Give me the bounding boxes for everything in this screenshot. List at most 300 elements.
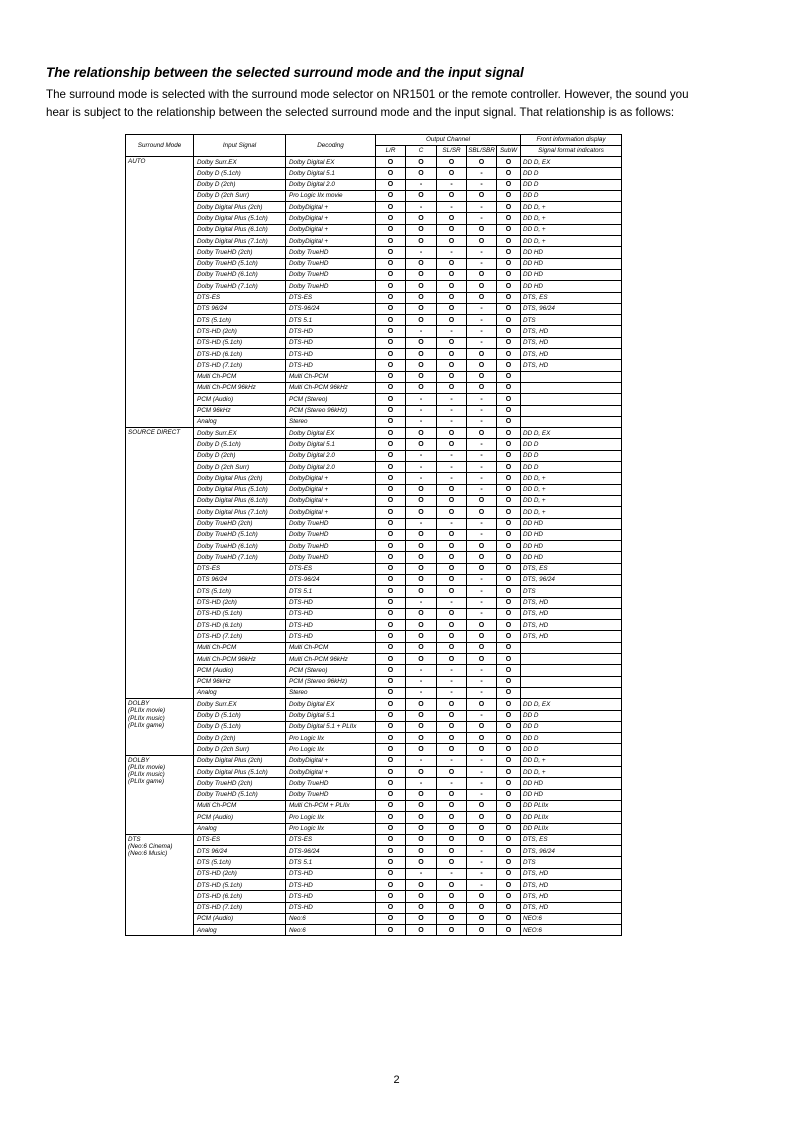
channel-sl-sr-cell: O — [437, 846, 467, 857]
input-signal-cell: Dolby Surr.EX — [194, 157, 286, 168]
channel-c-cell: O — [406, 789, 437, 800]
input-signal-cell: DTS-HD (2ch) — [194, 597, 286, 608]
table-row — [126, 416, 622, 427]
input-signal-cell: DTS-HD (6.1ch) — [194, 891, 286, 902]
decoding-cell: DTS-HD — [286, 349, 376, 360]
table-row — [126, 846, 622, 857]
signal-indicator-cell: DTS, ES — [521, 563, 622, 574]
signal-indicator-cell: DD D — [521, 744, 622, 755]
channel-sl-sr-cell: - — [437, 687, 467, 698]
decoding-cell: Dolby TrueHD — [286, 281, 376, 292]
channel-subw-cell: O — [497, 179, 521, 190]
channel-sbl-sbr-cell: O — [467, 654, 497, 665]
input-signal-cell: Multi Ch-PCM — [194, 642, 286, 653]
channel-sl-sr-cell: O — [437, 744, 467, 755]
channel-c-cell: O — [406, 315, 437, 326]
table-row — [126, 484, 622, 495]
table-row — [126, 880, 622, 891]
channel-sbl-sbr-cell: O — [467, 620, 497, 631]
table-row — [126, 812, 622, 823]
signal-indicator-cell — [521, 654, 622, 665]
channel-lr-cell: O — [376, 687, 406, 698]
channel-sl-sr-cell: O — [437, 269, 467, 280]
signal-indicator-cell: DD D, + — [521, 473, 622, 484]
input-signal-cell: Multi Ch-PCM 96kHz — [194, 382, 286, 393]
channel-sl-sr-cell: O — [437, 303, 467, 314]
channel-lr-cell: O — [376, 846, 406, 857]
channel-sbl-sbr-cell: O — [467, 642, 497, 653]
channel-c-cell: O — [406, 269, 437, 280]
channel-c-cell: - — [406, 868, 437, 879]
channel-sbl-sbr-cell: O — [467, 699, 497, 710]
channel-c-cell: - — [406, 473, 437, 484]
channel-lr-cell: O — [376, 812, 406, 823]
channel-lr-cell: O — [376, 755, 406, 766]
channel-lr-cell: O — [376, 699, 406, 710]
channel-sbl-sbr-cell: - — [467, 247, 497, 258]
channel-subw-cell: O — [497, 394, 521, 405]
channel-c-cell: - — [406, 416, 437, 427]
input-signal-cell: DTS-ES — [194, 563, 286, 574]
channel-c-cell: O — [406, 710, 437, 721]
decoding-cell: DolbyDigital + — [286, 202, 376, 213]
channel-lr-cell: O — [376, 507, 406, 518]
signal-indicator-cell: DD HD — [521, 552, 622, 563]
channel-sbl-sbr-cell: O — [467, 292, 497, 303]
channel-lr-cell: O — [376, 834, 406, 845]
table-row — [126, 857, 622, 868]
decoding-cell: Dolby TrueHD — [286, 258, 376, 269]
channel-c-cell: O — [406, 190, 437, 201]
channel-sl-sr-cell: - — [437, 868, 467, 879]
header-channel-sl-sr: SL/SR — [437, 146, 467, 157]
channel-sbl-sbr-cell: - — [467, 337, 497, 348]
channel-sbl-sbr-cell: - — [467, 405, 497, 416]
channel-subw-cell: O — [497, 371, 521, 382]
channel-subw-cell: O — [497, 913, 521, 924]
channel-subw-cell: O — [497, 416, 521, 427]
channel-c-cell: - — [406, 179, 437, 190]
channel-lr-cell: O — [376, 484, 406, 495]
channel-sbl-sbr-cell: O — [467, 507, 497, 518]
channel-lr-cell: O — [376, 518, 406, 529]
channel-subw-cell: O — [497, 574, 521, 585]
decoding-cell: DolbyDigital + — [286, 755, 376, 766]
channel-c-cell: O — [406, 767, 437, 778]
channel-sbl-sbr-cell: O — [467, 925, 497, 936]
channel-subw-cell: O — [497, 880, 521, 891]
channel-c-cell: O — [406, 857, 437, 868]
channel-sbl-sbr-cell: O — [467, 834, 497, 845]
signal-indicator-cell — [521, 416, 622, 427]
input-signal-cell: PCM (Audio) — [194, 913, 286, 924]
channel-sl-sr-cell: O — [437, 315, 467, 326]
signal-indicator-cell: DD D — [521, 450, 622, 461]
channel-sbl-sbr-cell: O — [467, 224, 497, 235]
channel-c-cell: O — [406, 733, 437, 744]
input-signal-cell: Dolby TrueHD (5.1ch) — [194, 529, 286, 540]
decoding-cell: DTS-HD — [286, 360, 376, 371]
channel-c-cell: O — [406, 721, 437, 732]
signal-indicator-cell: DD D, EX — [521, 699, 622, 710]
decoding-cell: Dolby Digital EX — [286, 428, 376, 439]
header-decoding: Decoding — [286, 135, 376, 157]
signal-indicator-cell: DD D — [521, 721, 622, 732]
table-row — [126, 450, 622, 461]
channel-sl-sr-cell: O — [437, 880, 467, 891]
channel-lr-cell: O — [376, 654, 406, 665]
table-row — [126, 360, 622, 371]
channel-subw-cell: O — [497, 224, 521, 235]
channel-sbl-sbr-cell: - — [467, 755, 497, 766]
table-row — [126, 620, 622, 631]
channel-sl-sr-cell: O — [437, 642, 467, 653]
signal-indicator-cell: DTS, 96/24 — [521, 846, 622, 857]
signal-indicator-cell: DTS, ES — [521, 834, 622, 845]
channel-subw-cell: O — [497, 586, 521, 597]
signal-indicator-cell: DD D, + — [521, 507, 622, 518]
surround-mode-table — [125, 134, 622, 936]
header-output-channel: Output Channel — [376, 135, 521, 146]
decoding-cell: DTS-96/24 — [286, 303, 376, 314]
decoding-cell: Dolby TrueHD — [286, 552, 376, 563]
channel-subw-cell: O — [497, 857, 521, 868]
channel-sbl-sbr-cell: - — [467, 179, 497, 190]
channel-lr-cell: O — [376, 586, 406, 597]
channel-lr-cell: O — [376, 473, 406, 484]
table-row — [126, 518, 622, 529]
decoding-cell: Multi Ch-PCM — [286, 642, 376, 653]
channel-sbl-sbr-cell: - — [467, 213, 497, 224]
channel-sl-sr-cell: O — [437, 823, 467, 834]
channel-c-cell: O — [406, 631, 437, 642]
channel-sl-sr-cell: O — [437, 789, 467, 800]
channel-subw-cell: O — [497, 326, 521, 337]
input-signal-cell: DTS-HD (7.1ch) — [194, 360, 286, 371]
channel-lr-cell: O — [376, 337, 406, 348]
signal-indicator-cell: DTS, 96/24 — [521, 303, 622, 314]
decoding-cell: Pro Logic IIx movie — [286, 190, 376, 201]
decoding-cell: DTS-HD — [286, 620, 376, 631]
channel-sbl-sbr-cell: - — [467, 868, 497, 879]
channel-c-cell: O — [406, 428, 437, 439]
table-row — [126, 800, 622, 811]
signal-indicator-cell: DD HD — [521, 541, 622, 552]
channel-lr-cell: O — [376, 258, 406, 269]
channel-c-cell: - — [406, 405, 437, 416]
channel-sbl-sbr-cell: O — [467, 913, 497, 924]
channel-sbl-sbr-cell: O — [467, 281, 497, 292]
channel-lr-cell: O — [376, 326, 406, 337]
channel-sbl-sbr-cell: O — [467, 812, 497, 823]
channel-sbl-sbr-cell: O — [467, 563, 497, 574]
channel-c-cell: O — [406, 213, 437, 224]
channel-c-cell: - — [406, 755, 437, 766]
channel-subw-cell: O — [497, 552, 521, 563]
channel-c-cell: O — [406, 654, 437, 665]
decoding-cell: DTS 5.1 — [286, 315, 376, 326]
channel-sl-sr-cell: - — [437, 665, 467, 676]
decoding-cell: Multi Ch-PCM 96kHz — [286, 382, 376, 393]
surround-mode-cell: DOLBY (PLIIx movie) (PLIIx music) (PLIIx game) — [126, 699, 194, 755]
channel-sbl-sbr-cell: - — [467, 484, 497, 495]
channel-subw-cell: O — [497, 518, 521, 529]
channel-subw-cell: O — [497, 439, 521, 450]
table-row — [126, 269, 622, 280]
signal-indicator-cell: DTS, HD — [521, 631, 622, 642]
channel-subw-cell: O — [497, 654, 521, 665]
channel-sl-sr-cell: O — [437, 337, 467, 348]
input-signal-cell: DTS-HD (6.1ch) — [194, 620, 286, 631]
signal-indicator-cell: DTS — [521, 857, 622, 868]
channel-sl-sr-cell: O — [437, 428, 467, 439]
channel-c-cell: - — [406, 326, 437, 337]
input-signal-cell: Dolby Digital Plus (2ch) — [194, 473, 286, 484]
channel-sl-sr-cell: - — [437, 462, 467, 473]
channel-c-cell: O — [406, 834, 437, 845]
channel-subw-cell: O — [497, 800, 521, 811]
header-signal-indicators: Signal format indicators — [521, 146, 622, 157]
channel-subw-cell: O — [497, 891, 521, 902]
input-signal-cell: DTS-HD (7.1ch) — [194, 631, 286, 642]
channel-sl-sr-cell: O — [437, 891, 467, 902]
input-signal-cell: Dolby TrueHD (7.1ch) — [194, 281, 286, 292]
channel-c-cell: O — [406, 292, 437, 303]
channel-subw-cell: O — [497, 620, 521, 631]
channel-sl-sr-cell: O — [437, 495, 467, 506]
table-row — [126, 710, 622, 721]
input-signal-cell: PCM 96kHz — [194, 405, 286, 416]
table-row — [126, 913, 622, 924]
header-channel-sbl-sbr: SBL/SBR — [467, 146, 497, 157]
channel-c-cell: O — [406, 925, 437, 936]
channel-sl-sr-cell: O — [437, 190, 467, 201]
table-row — [126, 902, 622, 913]
channel-sl-sr-cell: - — [437, 405, 467, 416]
input-signal-cell: DTS 96/24 — [194, 846, 286, 857]
channel-c-cell: - — [406, 394, 437, 405]
input-signal-cell: PCM 96kHz — [194, 676, 286, 687]
channel-sl-sr-cell: O — [437, 157, 467, 168]
table-row — [126, 495, 622, 506]
decoding-cell: Dolby Digital 5.1 — [286, 710, 376, 721]
table-row — [126, 687, 622, 698]
channel-sl-sr-cell: O — [437, 721, 467, 732]
decoding-cell: DTS-HD — [286, 880, 376, 891]
channel-sbl-sbr-cell: O — [467, 236, 497, 247]
table-row — [126, 462, 622, 473]
channel-sbl-sbr-cell: - — [467, 439, 497, 450]
channel-c-cell: O — [406, 529, 437, 540]
signal-indicator-cell: DD D, + — [521, 202, 622, 213]
channel-sl-sr-cell: O — [437, 439, 467, 450]
decoding-cell: PCM (Stereo) — [286, 394, 376, 405]
channel-sl-sr-cell: O — [437, 529, 467, 540]
input-signal-cell: PCM (Audio) — [194, 394, 286, 405]
channel-subw-cell: O — [497, 687, 521, 698]
channel-lr-cell: O — [376, 721, 406, 732]
signal-indicator-cell: DD PLIIx — [521, 812, 622, 823]
channel-subw-cell: O — [497, 236, 521, 247]
channel-sl-sr-cell: O — [437, 574, 467, 585]
channel-subw-cell: O — [497, 269, 521, 280]
channel-lr-cell: O — [376, 563, 406, 574]
decoding-cell: Dolby Digital 2.0 — [286, 179, 376, 190]
channel-sl-sr-cell: - — [437, 778, 467, 789]
channel-lr-cell: O — [376, 394, 406, 405]
input-signal-cell: Dolby Digital Plus (6.1ch) — [194, 224, 286, 235]
channel-lr-cell: O — [376, 157, 406, 168]
input-signal-cell: DTS-ES — [194, 292, 286, 303]
signal-indicator-cell: DD HD — [521, 518, 622, 529]
input-signal-cell: Analog — [194, 416, 286, 427]
decoding-cell: Dolby TrueHD — [286, 518, 376, 529]
decoding-cell: DTS-ES — [286, 292, 376, 303]
channel-c-cell: O — [406, 541, 437, 552]
input-signal-cell: Dolby D (5.1ch) — [194, 710, 286, 721]
channel-sbl-sbr-cell: - — [467, 846, 497, 857]
channel-subw-cell: O — [497, 473, 521, 484]
channel-sbl-sbr-cell: O — [467, 552, 497, 563]
decoding-cell: DolbyDigital + — [286, 484, 376, 495]
channel-lr-cell: O — [376, 631, 406, 642]
signal-indicator-cell: DD D, + — [521, 484, 622, 495]
decoding-cell: DTS-ES — [286, 834, 376, 845]
input-signal-cell: Dolby Digital Plus (2ch) — [194, 755, 286, 766]
channel-c-cell: O — [406, 812, 437, 823]
channel-sbl-sbr-cell: - — [467, 789, 497, 800]
surround-mode-cell: SOURCE DIRECT — [126, 428, 194, 699]
channel-c-cell: O — [406, 484, 437, 495]
channel-c-cell: O — [406, 382, 437, 393]
decoding-cell: DTS-HD — [286, 337, 376, 348]
channel-lr-cell: O — [376, 360, 406, 371]
channel-lr-cell: O — [376, 190, 406, 201]
decoding-cell: DTS-HD — [286, 326, 376, 337]
channel-sbl-sbr-cell: O — [467, 733, 497, 744]
channel-lr-cell: O — [376, 247, 406, 258]
input-signal-cell: Dolby D (2ch Surr) — [194, 462, 286, 473]
channel-c-cell: O — [406, 574, 437, 585]
table-row — [126, 281, 622, 292]
input-signal-cell: Dolby Digital Plus (6.1ch) — [194, 495, 286, 506]
channel-c-cell: - — [406, 778, 437, 789]
table-row — [126, 236, 622, 247]
input-signal-cell: Dolby D (5.1ch) — [194, 721, 286, 732]
input-signal-cell: Dolby Digital Plus (5.1ch) — [194, 484, 286, 495]
intro-line: hear is subject to the relationship between the selected surround mode and the input signal. That relationship is as follows: — [46, 106, 675, 119]
signal-indicator-cell: DD PLIIx — [521, 823, 622, 834]
table-row — [126, 733, 622, 744]
signal-indicator-cell: DD HD — [521, 258, 622, 269]
decoding-cell: Dolby TrueHD — [286, 789, 376, 800]
channel-subw-cell: O — [497, 563, 521, 574]
channel-lr-cell: O — [376, 857, 406, 868]
table-row — [126, 699, 622, 710]
channel-sl-sr-cell: O — [437, 800, 467, 811]
channel-sl-sr-cell: - — [437, 326, 467, 337]
channel-sbl-sbr-cell: - — [467, 710, 497, 721]
channel-sl-sr-cell: O — [437, 654, 467, 665]
channel-sl-sr-cell: - — [437, 247, 467, 258]
channel-sbl-sbr-cell: O — [467, 800, 497, 811]
channel-subw-cell: O — [497, 710, 521, 721]
channel-lr-cell: O — [376, 608, 406, 619]
channel-c-cell: O — [406, 303, 437, 314]
channel-sl-sr-cell: O — [437, 213, 467, 224]
input-signal-cell: DTS-HD (5.1ch) — [194, 337, 286, 348]
channel-sl-sr-cell: O — [437, 767, 467, 778]
channel-lr-cell: O — [376, 349, 406, 360]
input-signal-cell: Dolby D (2ch) — [194, 450, 286, 461]
table-row — [126, 665, 622, 676]
channel-lr-cell: O — [376, 405, 406, 416]
signal-indicator-cell: DTS, HD — [521, 620, 622, 631]
channel-sbl-sbr-cell: - — [467, 416, 497, 427]
signal-indicator-cell — [521, 676, 622, 687]
channel-subw-cell: O — [497, 202, 521, 213]
channel-lr-cell: O — [376, 450, 406, 461]
channel-lr-cell: O — [376, 382, 406, 393]
channel-lr-cell: O — [376, 168, 406, 179]
input-signal-cell: PCM (Audio) — [194, 812, 286, 823]
signal-indicator-cell: DTS, HD — [521, 597, 622, 608]
channel-sbl-sbr-cell: - — [467, 778, 497, 789]
signal-indicator-cell: DTS, HD — [521, 891, 622, 902]
channel-c-cell: - — [406, 450, 437, 461]
channel-subw-cell: O — [497, 676, 521, 687]
signal-indicator-cell: DD HD — [521, 281, 622, 292]
surround-mode-cell: DTS (Neo:6 Cinema) (Neo:6 Music) — [126, 834, 194, 936]
decoding-cell: DTS-96/24 — [286, 574, 376, 585]
surround-mode-cell: DOLBY (PLIIx movie) (PLIIx music) (PLIIx game) — [126, 755, 194, 834]
channel-lr-cell: O — [376, 574, 406, 585]
section-heading: The relationship between the selected surround mode and the input signal — [46, 65, 524, 80]
table-row — [126, 891, 622, 902]
channel-c-cell: - — [406, 597, 437, 608]
decoding-cell: Multi Ch-PCM 96kHz — [286, 654, 376, 665]
channel-sl-sr-cell: - — [437, 202, 467, 213]
channel-lr-cell: O — [376, 642, 406, 653]
channel-subw-cell: O — [497, 721, 521, 732]
channel-sl-sr-cell: O — [437, 710, 467, 721]
signal-indicator-cell: DD D, + — [521, 767, 622, 778]
channel-sbl-sbr-cell: - — [467, 676, 497, 687]
channel-sl-sr-cell: O — [437, 507, 467, 518]
table-row — [126, 507, 622, 518]
channel-lr-cell: O — [376, 868, 406, 879]
channel-sbl-sbr-cell: - — [467, 315, 497, 326]
signal-indicator-cell: DD D — [521, 710, 622, 721]
channel-sbl-sbr-cell: - — [467, 857, 497, 868]
channel-subw-cell: O — [497, 744, 521, 755]
channel-subw-cell: O — [497, 168, 521, 179]
table-row — [126, 157, 622, 168]
table-row — [126, 439, 622, 450]
channel-sl-sr-cell: O — [437, 236, 467, 247]
channel-sl-sr-cell: - — [437, 394, 467, 405]
signal-indicator-cell: NEO:6 — [521, 913, 622, 924]
input-signal-cell: Dolby D (2ch Surr) — [194, 744, 286, 755]
decoding-cell: DolbyDigital + — [286, 767, 376, 778]
channel-sl-sr-cell: O — [437, 382, 467, 393]
channel-sl-sr-cell: O — [437, 925, 467, 936]
signal-indicator-cell: DTS — [521, 586, 622, 597]
input-signal-cell: Analog — [194, 823, 286, 834]
signal-indicator-cell: DTS, 96/24 — [521, 574, 622, 585]
channel-sl-sr-cell: O — [437, 902, 467, 913]
channel-sbl-sbr-cell: O — [467, 721, 497, 732]
